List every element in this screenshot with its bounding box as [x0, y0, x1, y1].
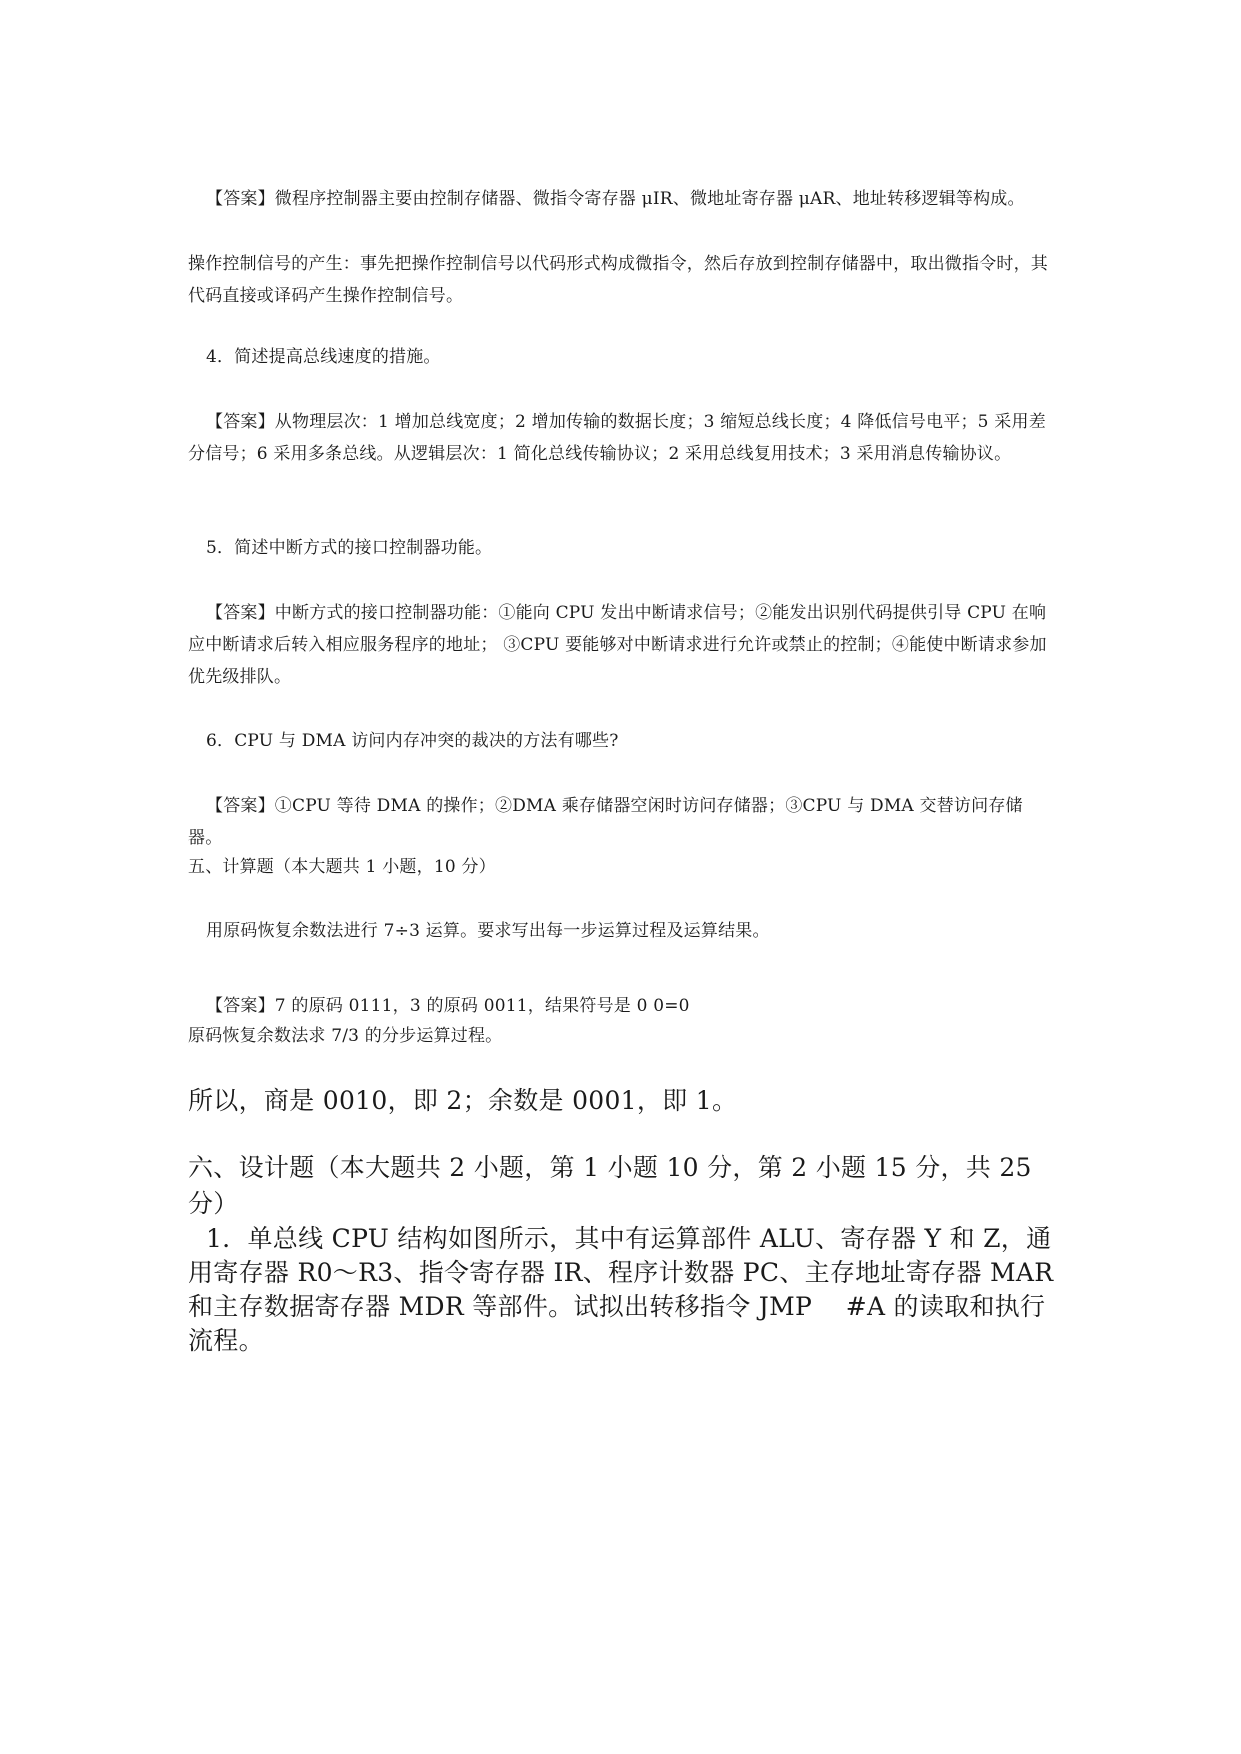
question-text: 用原码恢复余数法进行 7÷3 运算。要求写出每一步运算过程及运算结果。: [206, 921, 770, 941]
question-heading: 6．CPU 与 DMA 访问内存冲突的裁决的方法有哪些?: [206, 731, 619, 751]
question-heading: 4．简述提高总线速度的措施。: [206, 347, 441, 367]
answer-paragraph: 【答案】从物理层次：1 增加总线宽度；2 增加传输的数据长度；3 缩短总线长度；4 降低信号电平；5 采用差分信号；6 采用多条总线。从逻辑层次：1 简化总线传输协议；2 采用总线复用技术；3 采用消息传输协议。: [188, 412, 1046, 464]
section-heading: 五、计算题（本大题共 1 小题，10 分）: [188, 857, 496, 877]
section-heading: 六、设计题（本大题共 2 小题，第 1 小题 10 分，第 2 小题 15 分，共 25 分）: [188, 1153, 1032, 1218]
answer-paragraph: 【答案】7 的原码 0111，3 的原码 0011，结果符号是 0 0=0: [206, 996, 690, 1016]
answer-paragraph: 【答案】中断方式的接口控制器功能：①能向 CPU 发出中断请求信号；②能发出识别代码提供引导 CPU 在响应中断请求后转入相应服务程序的地址； ③CPU 要能够对中断请求进行允许或禁止的控制；④能使中断请求参加优先级排队。: [188, 603, 1047, 687]
question-heading: 5．简述中断方式的接口控制器功能。: [206, 538, 493, 558]
question-text: 1．单总线 CPU 结构如图所示，其中有运算部件 ALU、寄存器 Y 和 Z，通用寄存器 R0～R3、指令寄存器 IR、程序计数器 PC、主存地址寄存器 MAR 和主存数据寄存器 MDR 等部件。试拟出转移指令 JMP #A 的读取和执行流程。: [188, 1224, 1054, 1355]
result-text: 所以，商是 0010，即 2；余数是 0001，即 1。: [188, 1086, 738, 1115]
answer-paragraph: 【答案】微程序控制器主要由控制存储器、微指令寄存器 μIR、微地址寄存器 μAR、地址转移逻辑等构成。: [206, 189, 1025, 209]
answer-paragraph: 【答案】①CPU 等待 DMA 的操作；②DMA 乘存储器空闲时访问存储器；③CPU 与 DMA 交替访问存储器。: [188, 796, 1023, 848]
answer-paragraph: 操作控制信号的产生：事先把操作控制信号以代码形式构成微指令，然后存放到控制存储器中，取出微指令时，其代码直接或译码产生操作控制信号。: [188, 254, 1048, 306]
answer-paragraph: 原码恢复余数法求 7/3 的分步运算过程。: [188, 1026, 503, 1046]
